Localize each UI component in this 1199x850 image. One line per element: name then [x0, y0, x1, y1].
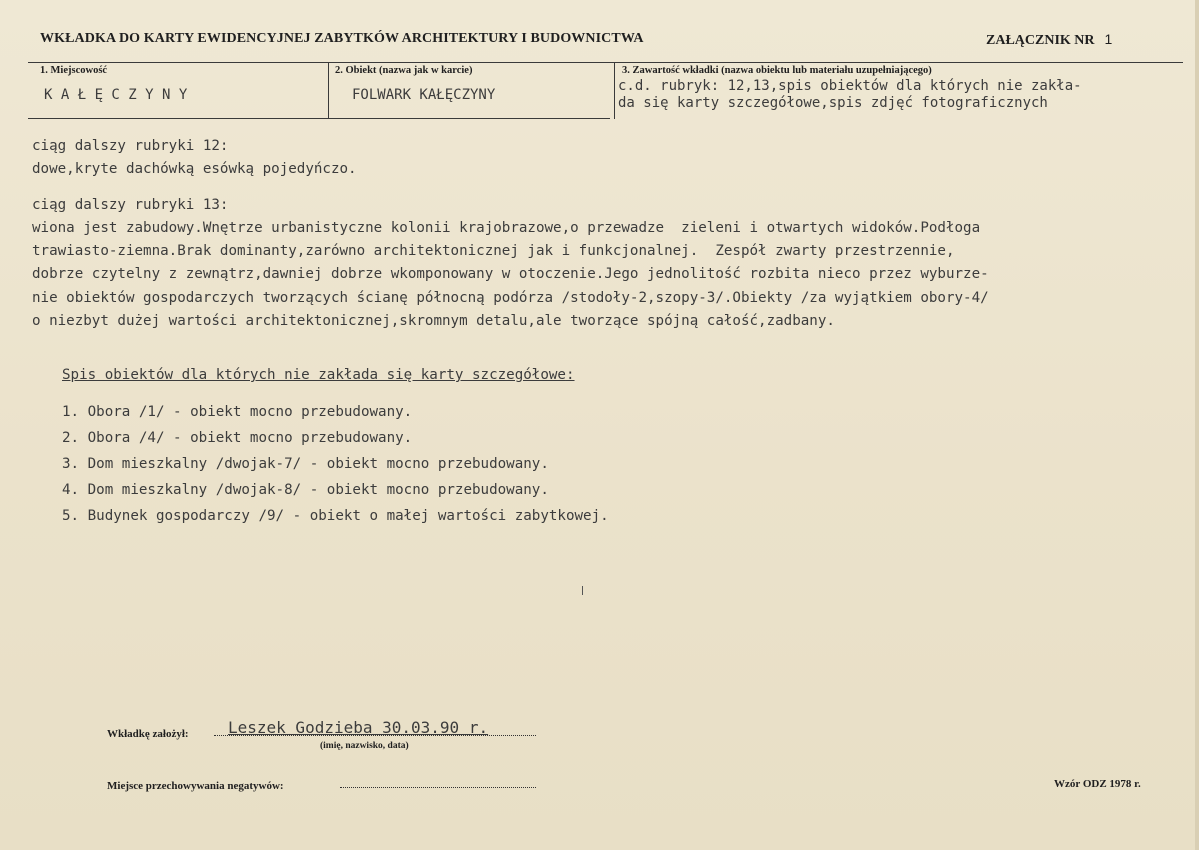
- section-12-heading: ciąg dalszy rubryki 12:: [32, 138, 229, 154]
- header-bottom-rule: [28, 118, 610, 119]
- object-label: 2. Obiekt (nazwa jak w karcie): [335, 65, 473, 76]
- contents-label: 3. Zawartość wkładki (nazwa obiektu lub materiału uzupełniającego): [622, 65, 932, 76]
- list-item: 5. Budynek gospodarczy /9/ - obiekt o małej wartości zabytkowej.: [62, 508, 609, 524]
- contents-line-2: da się karty szczegółowe,spis zdjęć fotograficznych: [618, 95, 1048, 111]
- list-item: 1. Obora /1/ - obiekt mocno przebudowany.: [62, 404, 413, 420]
- author-value: Leszek Godzieba 30.03.90 r.: [228, 718, 489, 737]
- negatives-dotted-line: [340, 787, 536, 788]
- field-divider-1: [328, 62, 329, 119]
- section-13-line-5: o niezbyt dużej wartości architektonicznej,skromnym detalu,ale tworzące spójną całość,zadbany.: [32, 313, 835, 330]
- negatives-label: Miejsce przechowywania negatywów:: [107, 780, 284, 792]
- locality-label: 1. Miejscowość: [40, 65, 108, 76]
- form-title: WKŁADKA DO KARTY EWIDENCYJNEJ ZABYTKÓW ARCHITEKTURY I BUDOWNICTWA: [40, 31, 644, 46]
- section-13-line-3: dobrze czytelny z zewnątrz,dawniej dobrze wkomponowany w otoczenie.Jego jednolitość rozbita nieco przez wyburze-: [32, 266, 989, 283]
- annex-label-text: ZAŁĄCZNIK NR: [986, 33, 1095, 48]
- object-list-heading-text: Spis obiektów dla których nie zakłada się karty szczegółowe: [62, 367, 566, 383]
- paragraph-gap: [32, 182, 1182, 194]
- section-13-line-2: trawiasto-ziemna.Brak dominanty,zarówno architektonicznej jak i funkcjonalnej. Zespół zwarty przestrzennie,: [32, 243, 955, 260]
- field-divider-2: [614, 62, 615, 119]
- contents-line-1: c.d. rubryk: 12,13,spis obiektów dla których nie zakła-: [618, 78, 1082, 94]
- locality-value: K A Ł Ę C Z Y N Y: [44, 87, 188, 103]
- author-label: Wkładkę założył:: [107, 728, 189, 740]
- form-pattern-note: Wzór ODZ 1978 r.: [1054, 778, 1141, 790]
- section-12-text: dowe,kryte dachówką esówką pojedyńczo.: [32, 161, 357, 178]
- list-item: 4. Dom mieszkalny /dwojak-8/ - obiekt mocno przebudowany.: [62, 482, 549, 498]
- body-text: [32, 135, 1182, 333]
- list-item: 3. Dom mieszkalny /dwojak-7/ - obiekt mocno przebudowany.: [62, 456, 549, 472]
- header-top-rule: [28, 62, 1183, 63]
- object-list-heading-colon: :: [565, 367, 575, 383]
- author-dotted-line: [214, 735, 536, 736]
- author-hint: (imię, nazwisko, data): [320, 741, 409, 751]
- section-13-heading: ciąg dalszy rubryki 13:: [32, 196, 229, 213]
- annex-number: 1: [1104, 31, 1113, 47]
- object-list: [62, 399, 609, 529]
- section-13-line-4: nie obiektów gospodarczych tworzących ścianę północną podórza /stodoły-2,szopy-3/.Obiekty /za wyjątkiem obory-4/: [32, 289, 989, 306]
- card-edge: [1195, 0, 1199, 850]
- object-list-heading: [62, 367, 575, 383]
- object-value: FOLWARK KAŁĘCZYNY: [352, 87, 496, 103]
- annex-label: [986, 31, 1112, 49]
- list-item: 2. Obora /4/ - obiekt mocno przebudowany.: [62, 430, 413, 446]
- section-13-line-1: wiona jest zabudowy.Wnętrze urbanistyczne kolonii krajobrazowe,o przewadze zieleni i otwartych widoków.Podłoga: [32, 219, 981, 236]
- stray-mark: [582, 586, 584, 595]
